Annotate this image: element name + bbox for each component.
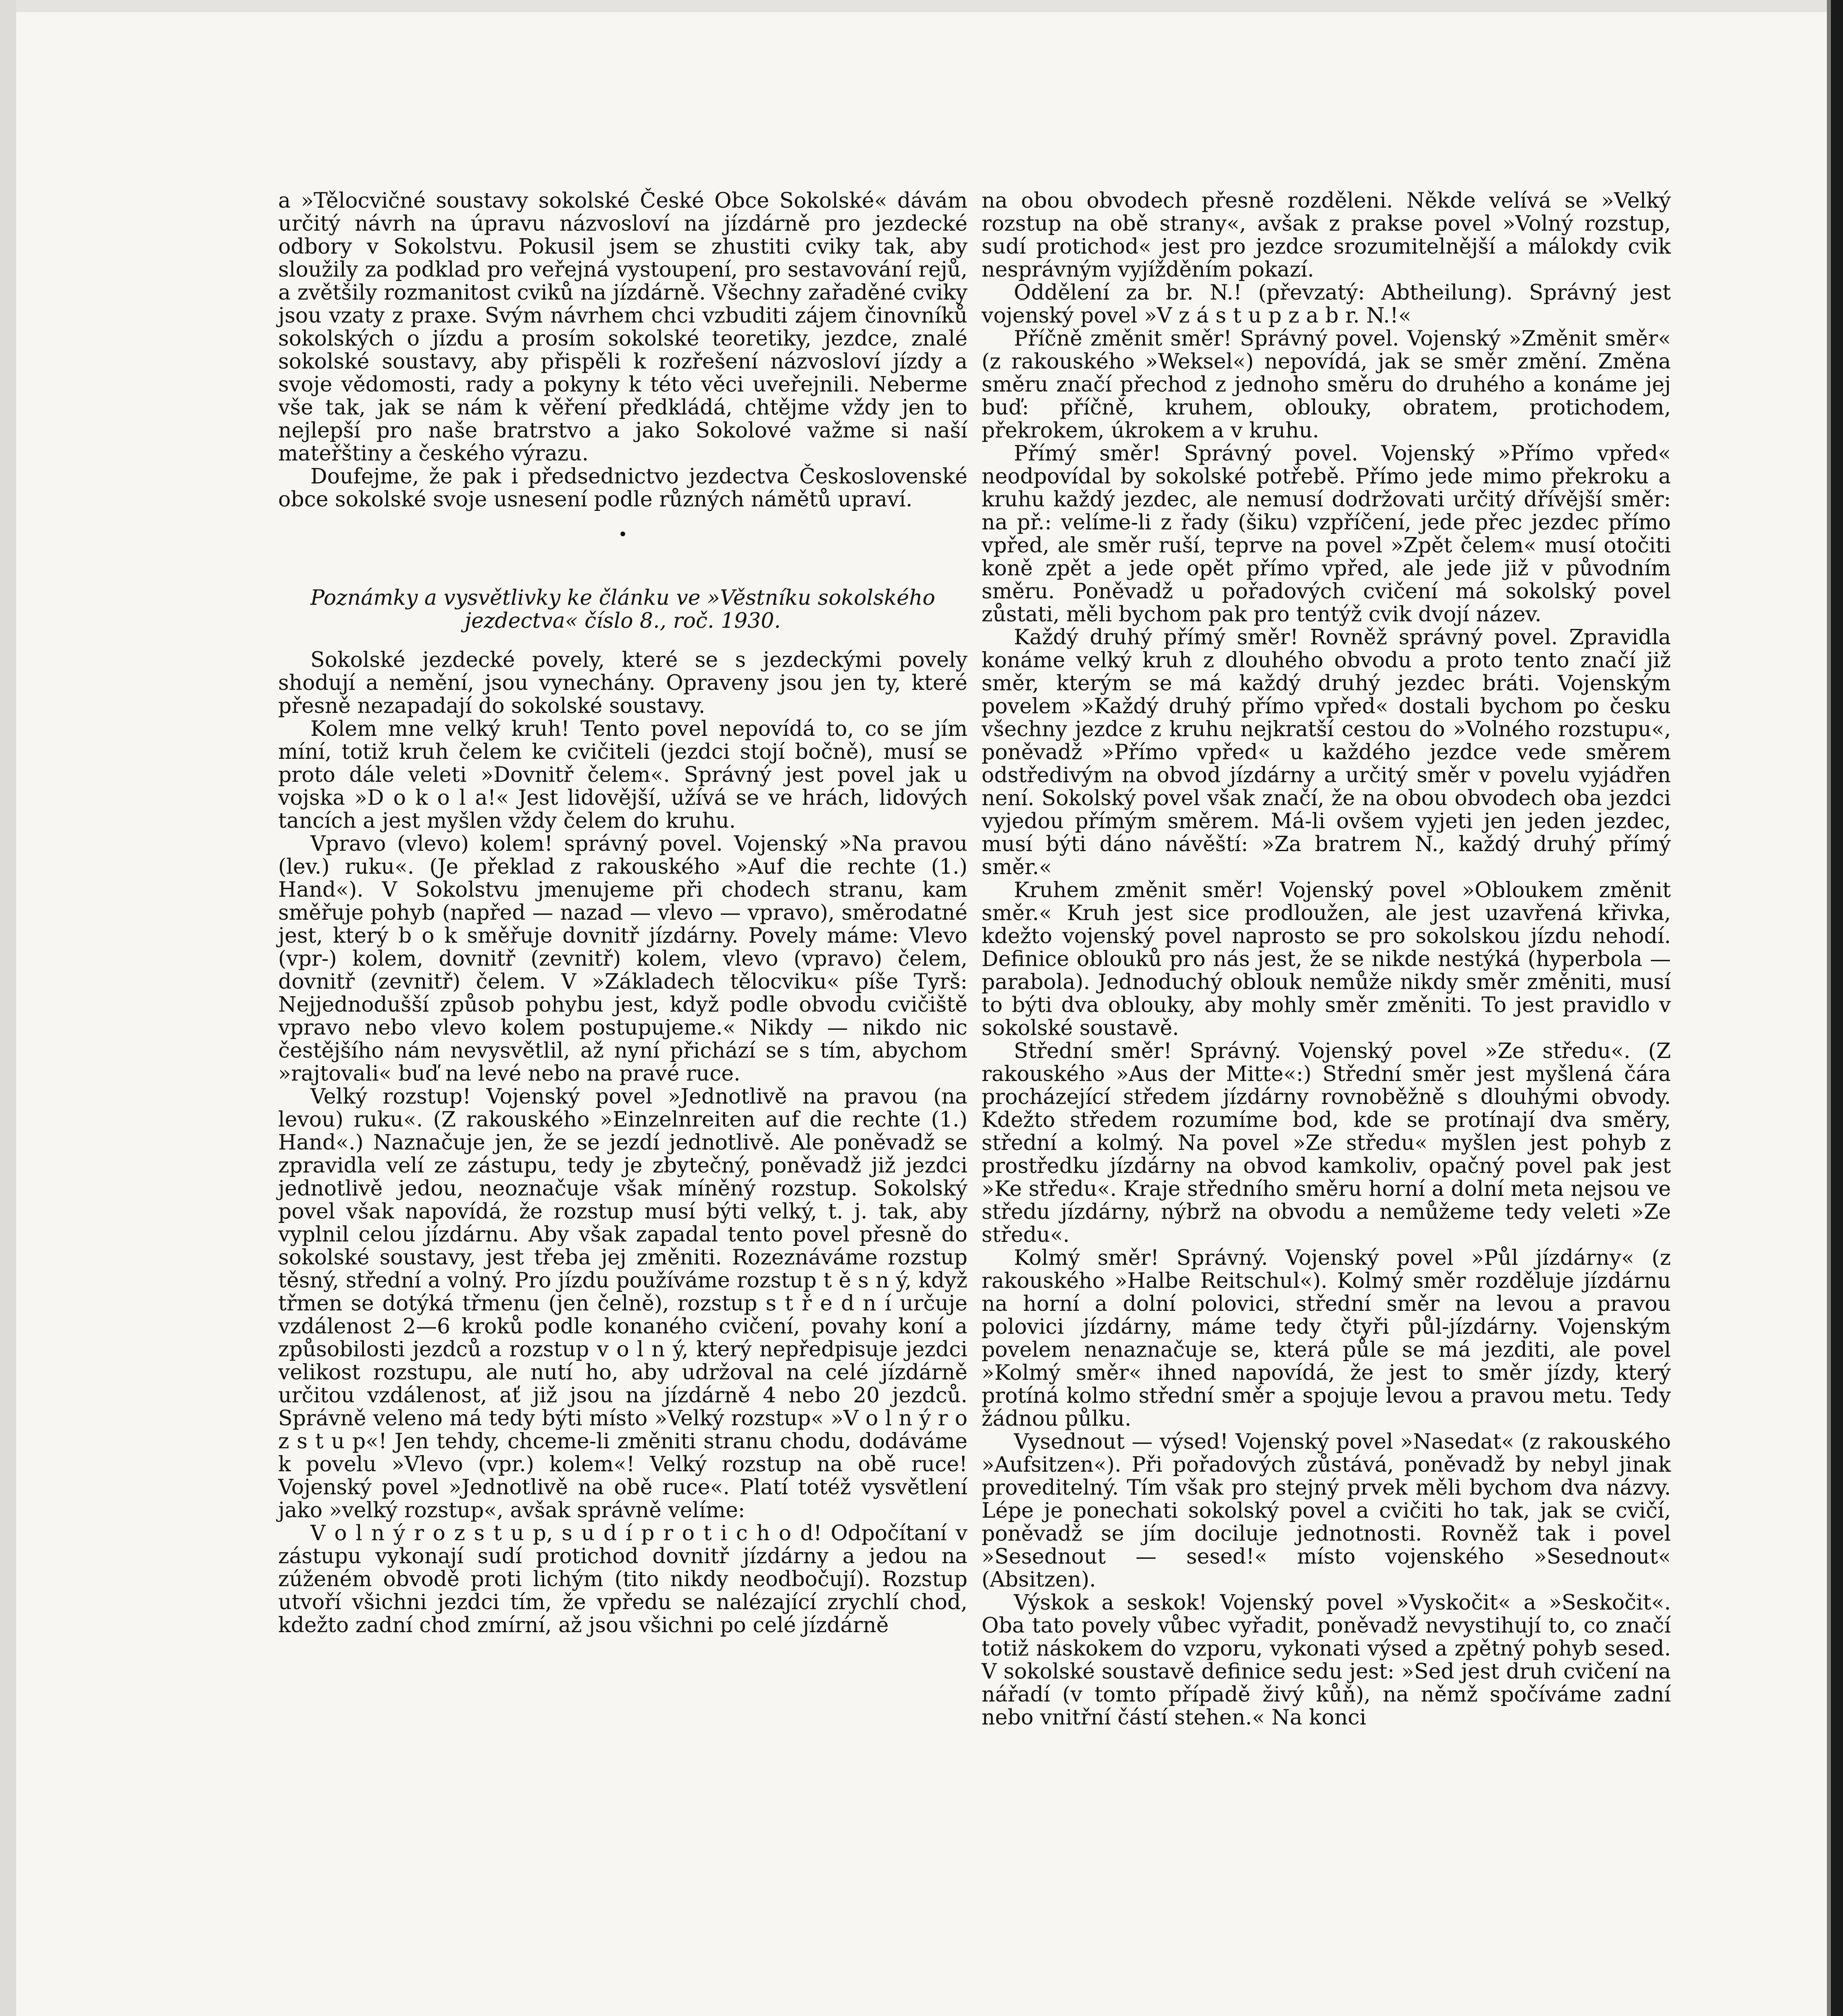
scan-edge-right-gray (1827, 0, 1831, 2016)
paragraph: Příčně změnit směr! Správný povel. Vojenský »Změnit směr« (z rakouského »Weksel«) nepovídá, jak se směr změní. Změna směru značí přechod z jednoho směru do druhého a konáme jej buď: příčně, kruhem, oblouky, obratem, protichodem, překrokem, úkrokem a v kruhu. (982, 327, 1671, 443)
left-column (278, 190, 967, 1637)
paragraph: Velký rozstup! Vojenský povel »Jednotlivě na pravou (na levou) ruku«. (Z rakouského »Einzelnreiten auf die rechte (1.) Hand«.) Naznačuje jen, že se jezdí jednotlivě. Ale poněvadž se zpravidla velí ze zástupu, tedy je zbytečný, poněvadž již jezdci jednotlivě jedou, neoznačuje však míněný rozstup. Sokolský povel však napovídá, že rozstup musí býti velký, t. j. tak, aby vyplnil celou jízdárnu. Aby však zapadal tento povel přesně do sokolské soustavy, jest třeba jej změniti. Rozeznáváme rozstup těsný, střední a volný. Pro jízdu používáme rozstup t ě s n ý, když třmen se dotýká třmenu (jen čelně), rozstup s t ř e d n í určuje vzdálenost 2—6 kroků podle konaného cvičení, povahy koní a způsobilosti jezdců a rozstup v o l n ý, který nepředpisuje jezdci velikost rozstupu, ale nutí ho, aby udržoval na celé jízdárně určitou vzdálenost, ať již jsou na jízdárně 4 nebo 20 jezdců. Správně veleno má tedy býti místo »Velký rozstup« »V o l n ý r o z s t u p«! Jen tehdy, chceme-li změniti stranu chodu, dodáváme k povelu »Vlevo (vpr.) kolem«! Velký rozstup na obě ruce! Vojenský povel »Jednotlivě na obě ruce«. Platí totéž vysvětlení jako »velký rozstup«, avšak správně velíme: (278, 1085, 967, 1522)
paragraph: na obou obvodech přesně rozděleni. Někde velívá se »Velký rozstup na obě strany«, avšak z prakse povel »Volný rozstup, sudí protichod« jest pro jezdce srozumitelnější a málokdy cvik nesprávným vyjížděním pokazí. (982, 189, 1671, 282)
right-column (982, 190, 1671, 1729)
scan-edge-left (0, 0, 16, 2016)
section-separator: • (618, 525, 628, 544)
paragraph: Oddělení za br. N.! (převzatý: Abtheilung). Správný jest vojenský povel »V z á s t u p z a b r. N.!« (982, 281, 1671, 328)
paragraph: Sokolské jezdecké povely, které se s jezdeckými povely shodují a nemění, jsou vynechány. Opraveny jsou jen ty, které přesně nezapadají do sokolské soustavy. (278, 648, 967, 718)
paragraph: V o l n ý r o z s t u p, s u d í p r o t i c h o d! Odpočítaní v zástupu vykonají sudí protichod dovnitř jízdárny a jedou na zúženém obvodě proti lichým (tito nikdy neodbočují). Rozstup utvoří všichni jezdci tím, že vpředu se nalézající zrychlí chod, kdežto zadní chod zmírní, až jsou všichni po celé jízdárně (278, 1521, 967, 1637)
paragraph: Kolem mne velký kruh! Tento povel nepovídá to, co se jím míní, totiž kruh čelem ke cvičiteli (jezdci stojí bočně), musí se proto dále veleti »Dovnitř čelem«. Správný jest povel jak u vojska »D o k o l a!« Jest lidovější, užívá se ve hrách, lidových tancích a jest myšlen vždy čelem do kruhu. (278, 717, 967, 833)
scan-edge-right-dark (1831, 0, 1843, 2016)
paragraph: Vysednout — výsed! Vojenský povel »Nasedat« (z rakouského »Aufsitzen«). Při pořadových zůstává, poněvadž by nebyl jinak proveditelný. Tím však pro stejný prvek měli bychom dva názvy. Lépe je ponechati sokolský povel a cvičiti ho tak, jak se cvičí, poněvadž se jím dociluje jednotnosti. Rovněž tak i povel »Sesednout — sesed!« místo vojenského »Sesednout« (Absitzen). (982, 1430, 1671, 1592)
paragraph: Každý druhý přímý směr! Rovněž správný povel. Zpravidla konáme velký kruh z dlouhého obvodu a proto tento značí již směr, kterým se má každý druhý jezdec bráti. Vojenským povelem »Každý druhý přímo vpřed« dostali bychom po česku všechny jezdce z kruhu nejkratší cestou do »Volného rozstupu«, poněvadž »Přímo vpřed« u každého jezdce vede směrem odstředivým na obvod jízdárny a určitý směr v povelu vyjádřen není. Sokolský povel však značí, že na obou obvodech oba jezdci vyjedou přímým směrem. Má-li ovšem vyjeti jen jeden jezdec, musí býti dáno návěští: »Za bratrem N., každý druhý přímý směr.« (982, 625, 1671, 879)
paragraph: Kruhem změnit směr! Vojenský povel »Obloukem změnit směr.« Kruh jest sice prodloužen, ale jest uzavřená křivka, kdežto vojenský povel naprosto se pro sokolskou jízdu nehodí. Definice oblouků pro nás jest, že se nikde nestýká (hyperbola — parabola). Jednoduchý oblouk nemůže nikdy směr změniti, musí to býti dva oblouky, aby mohly směr změniti. To jest pravidlo v sokolské soustavě. (982, 878, 1671, 1040)
paragraph: a »Tělocvičné soustavy sokolské České Obce Sokolské« dávám určitý návrh na úpravu názvosloví na jízdárně pro jezdecké odbory v Sokolstvu. Pokusil jsem se zhustiti cviky tak, aby sloužily za podklad pro veřejná vystoupení, pro sestavování rejů, a zvětšily rozmanitost cviků na jízdárně. Všechny zařaděné cviky jsou vzaty z praxe. Svým návrhem chci vzbuditi zájem činovníků sokolských o jízdu a prosím sokolské teoretiky, jezdce, znalé sokolské soustavy, aby přispěli k rozřešení názvosloví jízdy a svoje vědomosti, rady a pokyny k této věci uveřejnili. Neberme vše tak, jak se nám k věření předkládá, chtějme vždy jen to nejlepší pro naše bratrstvo a jako Sokolové važme si naší mateřštiny a českého výrazu. (278, 189, 967, 466)
paragraph: Kolmý směr! Správný. Vojenský povel »Půl jízdárny« (z rakouského »Halbe Reitschul«). Kolmý směr rozděluje jízdárnu na horní a dolní polovici, střední směr na levou a pravou polovici jízdárny, máme tedy čtyři půl-jízdárny. Vojenským povelem nenaznačuje se, která půle se má jezditi, ale povel »Kolmý směr« ihned napovídá, že jest to směr jízdy, který protíná kolmo střední směr a spojuje levou a pravou metu. Tedy žádnou půlku. (982, 1246, 1671, 1431)
scan-edge-top (0, 0, 1843, 12)
paragraph: Výskok a seskok! Vojenský povel »Vyskočit« a »Seskočit«. Oba tato povely vůbec vyřadit, poněvadž nevystihují to, co značí totiž náskokem do vzporu, vykonati výsed a zpětný pohyb sesed. V sokolské soustavě definice sedu jest: »Sed jest druh cvičení na nářadí (v tomto případě živý kůň), na němž spočíváme zadní nebo vnitřní částí stehen.« Na konci (982, 1591, 1671, 1730)
paragraph: Přímý směr! Správný povel. Vojenský »Přímo vpřed« neodpovídal by sokolské potřebě. Přímo jede mimo překroku a kruhu každý jezdec, ale nemusí dodržovati určitý dřívější směr: na př.: velíme-li z řady (šiku) vzpříčení, jede přec jezdec přímo vpřed, ale směr ruší, teprve na povel »Zpět čelem« musí otočiti koně zpět a jede opět přímo vpřed, ale jede již v původním směru. Poněvadž u pořadových cvičení má sokolský povel zůstati, měli bychom pak pro tentýž cvik dvojí název. (982, 442, 1671, 627)
paragraph: Střední směr! Správný. Vojenský povel »Ze středu«. (Z rakouského »Aus der Mitte«:) Střední směr jest myšlená čára procházející středem jízdárny rovnoběžně s dlouhými obvody. Kdežto středem rozumíme bod, kde se protínají dva směry, střední a kolmý. Na povel »Ze středu« myšlen jest pohyb z prostředku jízdárny na obvod kamkoliv, opačný povel pak jest »Ke středu«. Kraje středního směru horní a dolní meta nejsou ve středu jízdárny, nýbrž na obvodu a nemůžeme tedy veleti »Ze středu«. (982, 1039, 1671, 1247)
paragraph: Vpravo (vlevo) kolem! správný povel. Vojenský »Na pravou (lev.) ruku«. (Je překlad z rakouského »Auf die rechte (1.) Hand«). V Sokolstvu jmenujeme při chodech stranu, kam směřuje pohyb (napřed — nazad — vlevo — vpravo), směrodatné jest, který b o k směřuje dovnitř jízdárny. Povely máme: Vlevo (vpr-) kolem, dovnitř (zevnitř) kolem, vlevo (vpravo) čelem, dovnitř (zevnitř) čelem. V »Základech tělocviku« píše Tyrš: Nejjednodušší způsob pohybu jest, když podle obvodu cvičiště vpravo nebo vlevo kolem postupujeme.« Nikdy — nikdo nic čestějšího nám nevysvětlil, až nyní přichází se s tím, abychom »rajtovali« buď na levé nebo na pravé ruce. (278, 832, 967, 1086)
paragraph: Doufejme, že pak i předsednictvo jezdectva Československé obce sokolské svoje usnesení podle různých námětů upraví. (278, 464, 967, 512)
article-heading: Poznámky a vysvětlivky ke článku ve »Věstníku sokolského jezdectva« číslo 8., roč. 1930. (310, 586, 935, 633)
